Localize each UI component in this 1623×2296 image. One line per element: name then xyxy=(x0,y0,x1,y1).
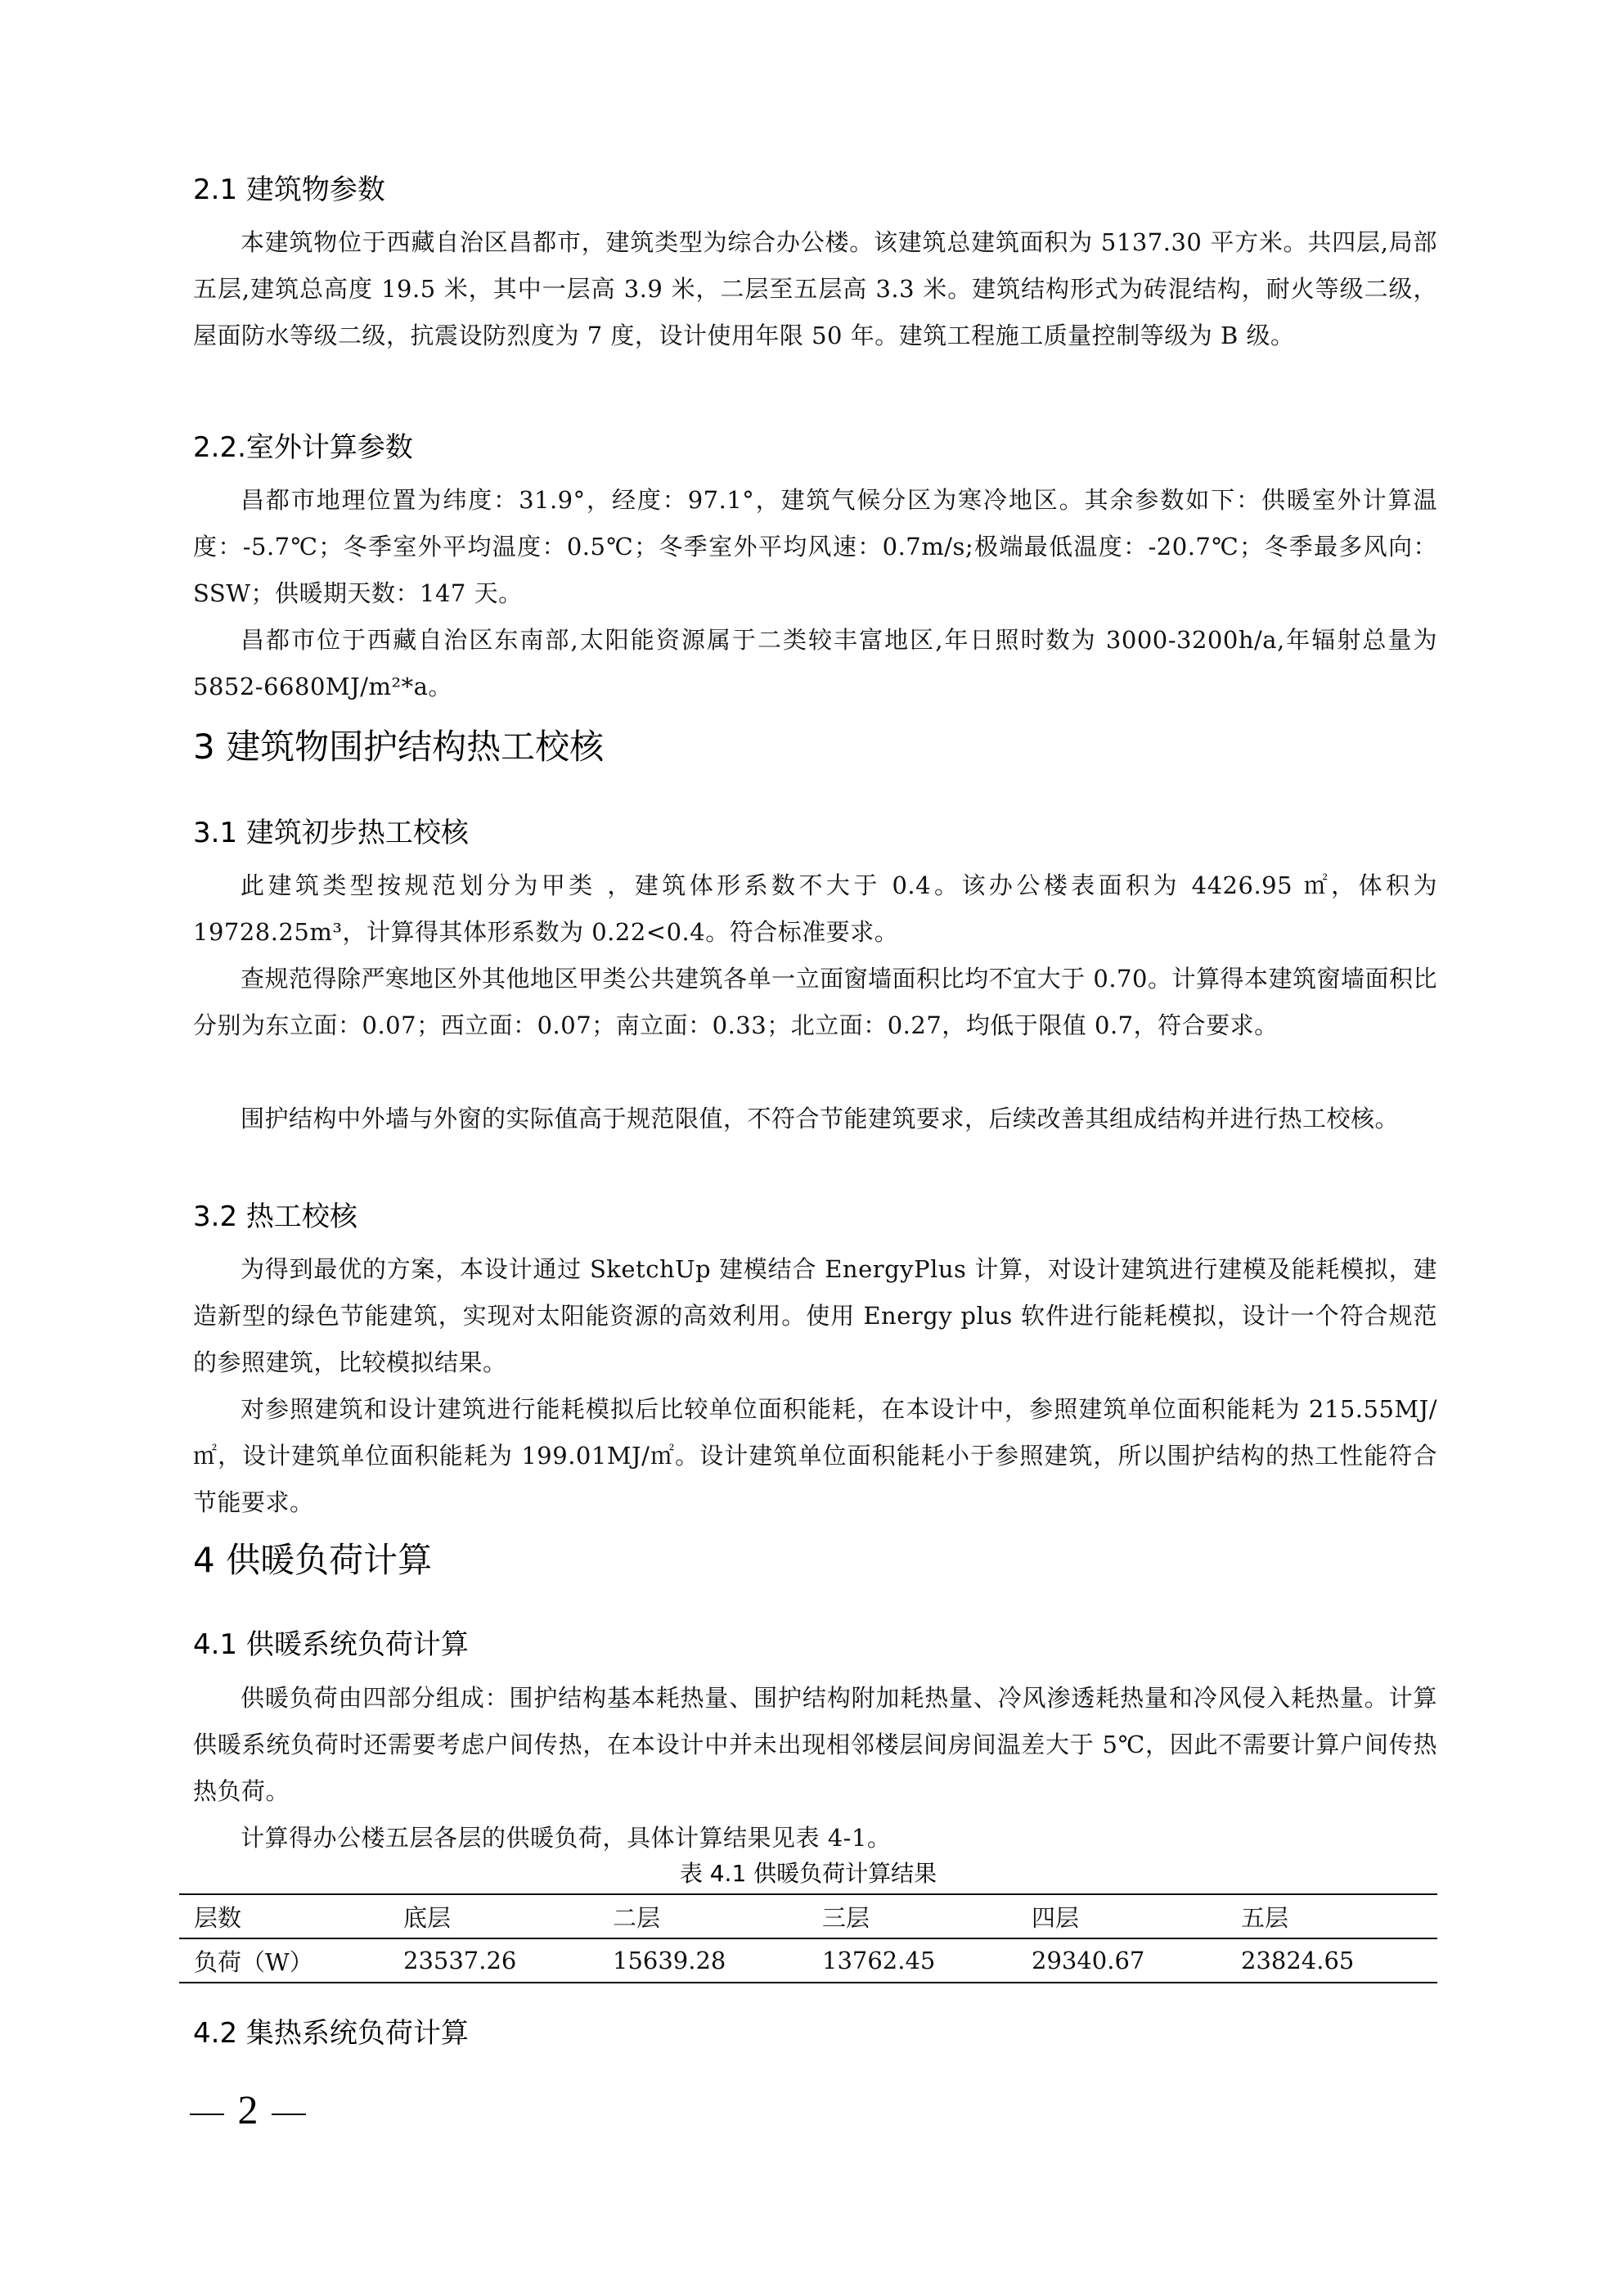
paragraph-envelope-improvement: 围护结构中外墙与外窗的实际值高于规范限值，不符合节能建筑要求，后续改善其组成结构并进行热工校核。 xyxy=(241,1105,1400,1132)
paragraph-energy-comparison: 对参照建筑和设计建筑进行能耗模拟后比较单位面积能耗，在本设计中，参照建筑单位面积能耗为 215.55MJ/㎡，设计建筑单位面积能耗为 199.01MJ/㎡。设计建筑单位面积能耗小于参照建筑，所以围护结构的热工性能符合节能要求。 xyxy=(193,1395,1437,1516)
paragraph-window-wall-ratio: 查规范得除严寒地区外其他地区甲类公共建筑各单一立面窗墙面积比均不宜大于 0.70。计算得本建筑窗墙面积比分别为东立面：0.07；西立面：0.07；南立面：0.33；北立面：0.27，均低于限值 0.7，符合要求。 xyxy=(193,965,1437,1039)
table-header-cell: 层数 xyxy=(179,1894,389,1938)
paragraph-energy-simulation: 为得到最优的方案，本设计通过 SketchUp 建模结合 EnergyPlus 计算，对设计建筑进行建模及能耗模拟，建造新型的绿色节能建筑，实现对太阳能资源的高效利用。使用 Energy plus 软件进行能耗模拟，设计一个符合规范的参照建筑，比较模拟结果。 xyxy=(193,1255,1437,1376)
table-caption: 表 4.1 供暖负荷计算结果 xyxy=(679,1860,937,1887)
chapter-heading-4: 4 供暖负荷计算 xyxy=(193,1540,433,1580)
table-cell: 负荷（W） xyxy=(179,1938,389,1983)
page-number-dash-left xyxy=(190,2114,224,2115)
table-header-cell: 底层 xyxy=(389,1894,598,1938)
table-row xyxy=(179,1938,1437,1983)
page-number xyxy=(187,2085,309,2134)
paragraph-heating-load-result: 计算得办公楼五层各层的供暖负荷，具体计算结果见表 4-1。 xyxy=(241,1824,892,1852)
paragraph-building-parameters: 本建筑物位于西藏自治区昌都市，建筑类型为综合办公楼。该建筑总建筑面积为 5137.30 平方米。共四层,局部五层,建筑总高度 19.5 米，其中一层高 3.9 米，二层至五层高 3.3 米。建筑结构形式为砖混结构，耐火等级二级，屋面防水等级二级，抗震设防烈度为 7 度，设计使用年限 50 年。建筑工程施工质量控制等级为 B 级。 xyxy=(193,228,1437,349)
paragraph-solar-resources: 昌都市位于西藏自治区东南部,太阳能资源属于二类较丰富地区,年日照时数为 3000-3200h/a,年辐射总量为 5852-6680MJ/m²*a。 xyxy=(193,626,1437,700)
table-cell: 29340.67 xyxy=(1017,1938,1226,1983)
table-cell: 13762.45 xyxy=(807,1938,1017,1983)
chapter-heading-3: 3 建筑物围护结构热工校核 xyxy=(193,727,605,767)
table-cell: 23537.26 xyxy=(389,1938,598,1983)
paragraph-shape-coefficient: 此建筑类型按规范划分为甲类 ，建筑体形系数不大于 0.4。该办公楼表面积为 4426.95 ㎡，体积为 19728.25m³，计算得其体形系数为 0.22<0.4。符合标准要求。 xyxy=(193,871,1437,946)
section-heading-4-2: 4.2 集热系统负荷计算 xyxy=(193,2017,469,2050)
table-cell: 15639.28 xyxy=(598,1938,807,1983)
section-heading-3-2: 3.2 热工校核 xyxy=(193,1200,357,1233)
table-header-cell: 二层 xyxy=(598,1894,807,1938)
section-heading-2-2: 2.2.室外计算参数 xyxy=(193,431,413,464)
page-number-dash-right xyxy=(272,2114,306,2115)
paragraph-outdoor-parameters: 昌都市地理位置为纬度：31.9°，经度：97.1°，建筑气候分区为寒冷地区。其余参数如下：供暖室外计算温度：-5.7℃；冬季室外平均温度：0.5℃；冬季室外平均风速：0.7m/s;极端最低温度：-20.7℃；冬季最多风向：SSW；供暖期天数：147 天。 xyxy=(193,486,1437,607)
table-header-row xyxy=(179,1894,1437,1938)
page-number-value: 2 xyxy=(237,2087,259,2132)
section-heading-2-1: 2.1 建筑物参数 xyxy=(193,173,385,206)
table-header-cell: 四层 xyxy=(1017,1894,1226,1938)
table-header-cell: 三层 xyxy=(807,1894,1017,1938)
section-heading-3-1: 3.1 建筑初步热工校核 xyxy=(193,817,469,849)
paragraph-heating-load-components: 供暖负荷由四部分组成：围护结构基本耗热量、围护结构附加耗热量、冷风渗透耗热量和冷风侵入耗热量。计算供暖系统负荷时还需要考虑户间传热，在本设计中并未出现相邻楼层间房间温差大于 5℃，因此不需要计算户间传热热负荷。 xyxy=(193,1684,1437,1805)
table-cell: 23824.65 xyxy=(1226,1938,1437,1983)
section-heading-4-1: 4.1 供暖系统负荷计算 xyxy=(193,1628,469,1661)
table-header-cell: 五层 xyxy=(1226,1894,1437,1938)
heating-load-table xyxy=(179,1893,1437,1983)
